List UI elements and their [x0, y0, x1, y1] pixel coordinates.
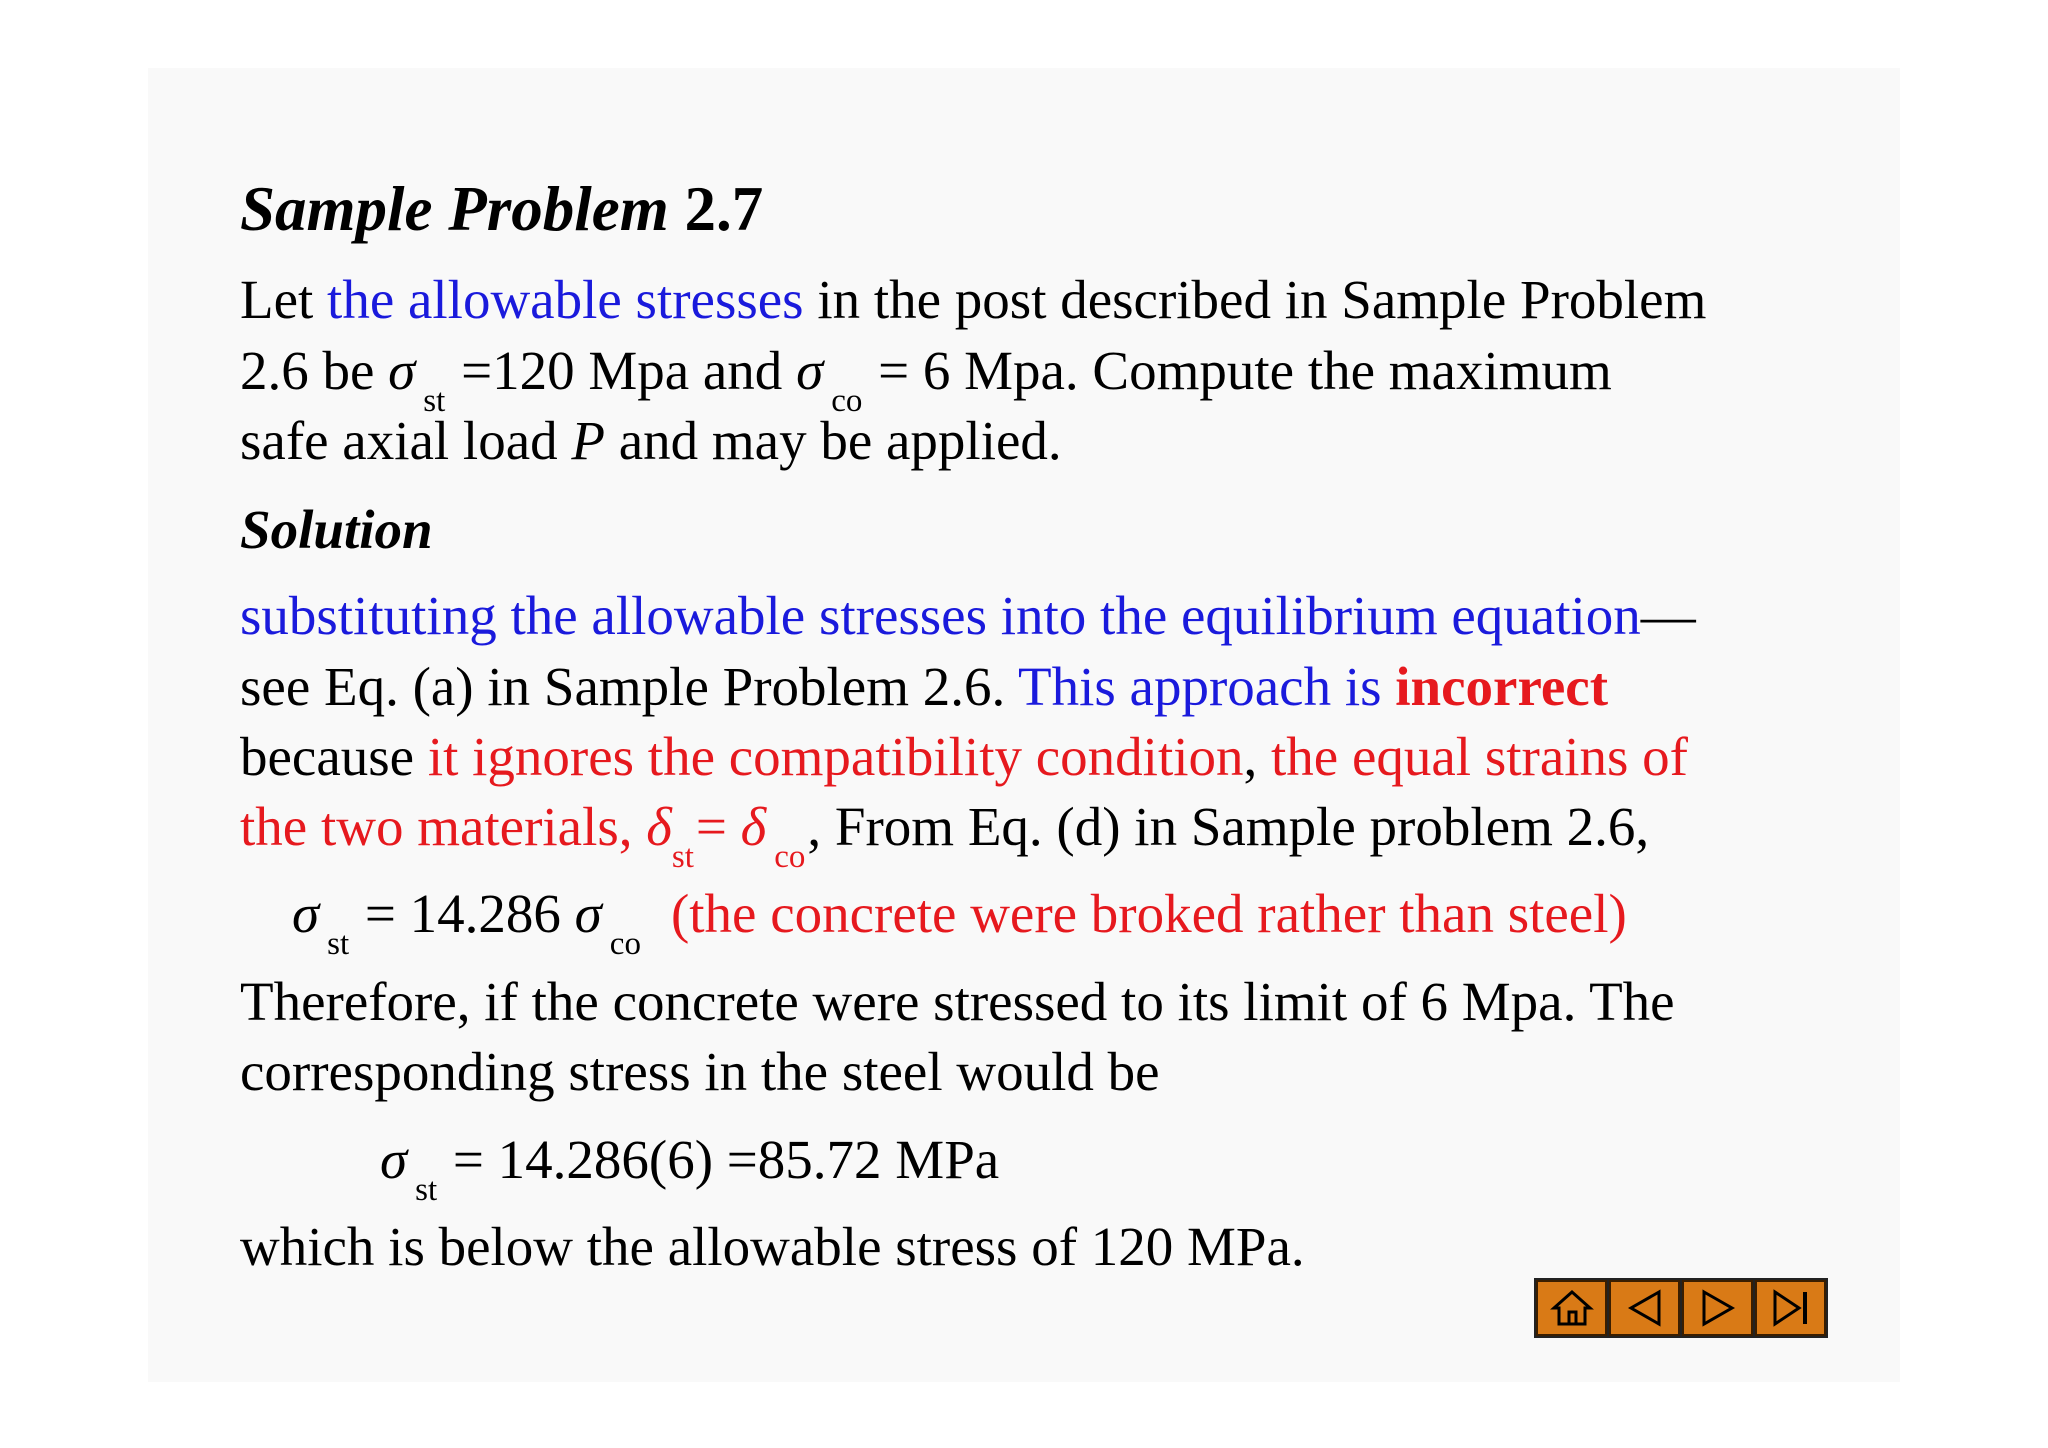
- next-button[interactable]: [1682, 1280, 1753, 1336]
- incorrect-text: incorrect: [1395, 656, 1609, 717]
- solution-line-5: Therefore, if the concrete were stressed to its limit of 6 Mpa. The: [240, 971, 1675, 1032]
- warning-text: the two materials,: [240, 796, 647, 857]
- text: = 14.286(6) =85.72 MPa: [439, 1129, 1000, 1190]
- text: ,: [1243, 726, 1272, 787]
- text: = 14.286: [351, 883, 575, 944]
- solution-line-7: which is below the allowable stress of 120 MPa.: [240, 1216, 1305, 1277]
- equals-text: =: [695, 796, 741, 857]
- text: see Eq. (a) in Sample Problem 2.6.: [240, 656, 1019, 717]
- subscript: co: [609, 926, 641, 962]
- sigma-symbol: σ: [574, 883, 602, 944]
- text: because: [240, 726, 428, 787]
- last-button[interactable]: [1755, 1280, 1826, 1336]
- text: and may be applied.: [604, 410, 1062, 471]
- text: =120 Mpa and: [447, 340, 797, 401]
- solution-line-4: [240, 796, 1650, 875]
- highlight-text: substituting the allowable stresses into the equilibrium equation: [240, 585, 1641, 646]
- subscript: st: [327, 926, 350, 962]
- note-text: (the concrete were broked rather than steel): [670, 883, 1627, 944]
- problem-line-1: [240, 269, 1707, 330]
- sigma-symbol: σ: [380, 1129, 408, 1190]
- sigma-symbol: σ: [388, 340, 416, 401]
- last-icon: [1769, 1286, 1813, 1330]
- warning-text: the equal strains of: [1271, 726, 1688, 787]
- previous-icon: [1623, 1286, 1667, 1330]
- title-text: Sample Problem: [240, 174, 669, 244]
- solution-heading: Solution: [240, 499, 433, 560]
- text: 2.6 be: [240, 340, 389, 401]
- subscript: st: [423, 383, 446, 419]
- highlight-text: This approach is: [1018, 656, 1396, 717]
- title-number: 2.7: [684, 174, 764, 244]
- solution-line-2: [240, 656, 1609, 717]
- text: = 6 Mpa. Compute the maximum: [864, 340, 1612, 401]
- highlight-text: the allowable stresses: [327, 269, 804, 330]
- dash: —: [1640, 585, 1696, 646]
- text: , From Eq. (d) in Sample problem 2.6,: [807, 796, 1650, 857]
- warning-text: it ignores the compatibility condition: [427, 726, 1244, 787]
- sigma-symbol: σ: [796, 340, 824, 401]
- solution-line-3: [240, 726, 1688, 787]
- subscript: st: [415, 1172, 438, 1208]
- sigma-symbol: σ: [292, 883, 320, 944]
- delta-symbol: δ: [740, 796, 767, 857]
- solution-line-6: corresponding stress in the steel would be: [240, 1041, 1160, 1102]
- previous-button[interactable]: [1609, 1280, 1680, 1336]
- equation-1: [292, 883, 1627, 962]
- equation-2: [380, 1129, 1000, 1208]
- subscript: st: [671, 839, 694, 875]
- problem-line-2: [240, 340, 1612, 419]
- text: in the post described in Sample Problem: [803, 269, 1707, 330]
- problem-line-3: [240, 410, 1062, 471]
- load-symbol: P: [571, 410, 605, 471]
- page-title: [240, 174, 764, 244]
- home-icon: [1550, 1286, 1594, 1330]
- subscript: co: [774, 839, 806, 875]
- text: Let: [240, 269, 328, 330]
- delta-symbol: δ: [646, 796, 672, 857]
- home-button[interactable]: [1536, 1280, 1607, 1336]
- slide-navigation: [1534, 1278, 1828, 1338]
- solution-line-1: [240, 585, 1696, 646]
- text: safe axial load: [240, 410, 572, 471]
- next-icon: [1696, 1286, 1740, 1330]
- subscript: co: [831, 383, 863, 419]
